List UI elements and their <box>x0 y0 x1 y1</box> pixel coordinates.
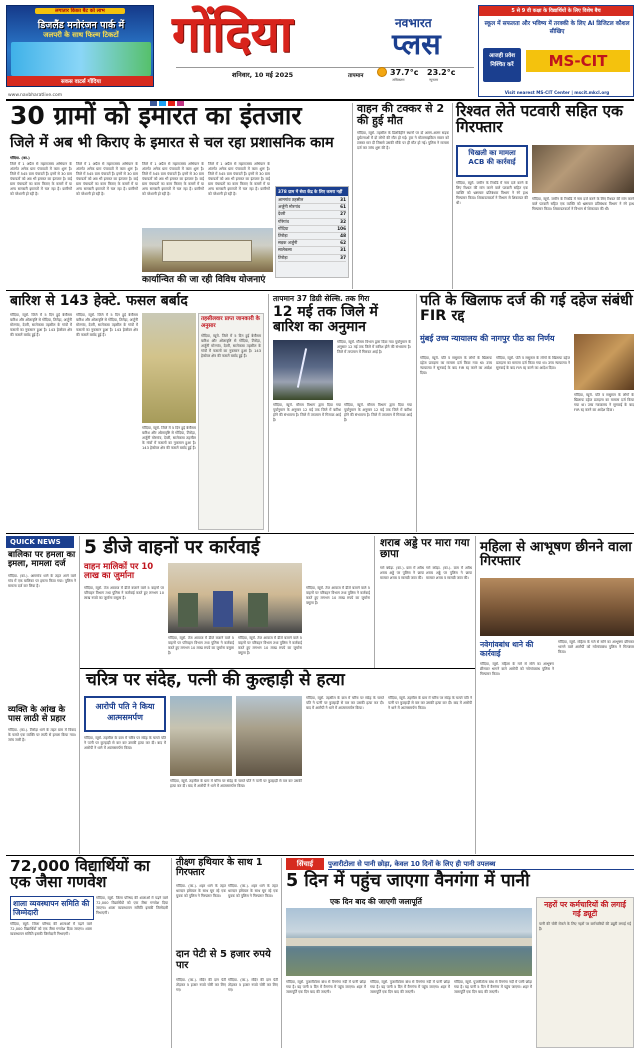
rain-body-col1: गोंदिया, ब्यूरो. जिले में 5 दिन हुई बेमौसम बारिश और ओलावृष्टि से गोंदिया, तिरोड़ा, अर्जुनी मोरगांव, देवरी, सालेकसा तहसील के गांवों में फसलों का नुकसान हुआ है। 143 हेक्टेयर क्षेत्र की फसलें बर्बाद हुई हैं। <box>10 313 72 337</box>
lead-body-col1: जिले में 1 अप्रैल से महाराजस्व अभियान के अंतर्गत अनेक ग्राम पंचायतों में काम शुरू है। जिले में 545 ग्राम पंचायतें हैं। इनमें से 30 ग्राम पंचायतों को अब भी इमारत का इंतजार है। कई ग्राम पंचायतों का काम किराए के कमरों में या अन्य सरकारी इमारतों में चल रहा है। ग्रामीणों को परेशानी हो रही है। <box>10 162 72 196</box>
lead-table-cell-tehsil: गोरेगांव <box>278 218 289 224</box>
lead-table-cell-count: 32 <box>340 218 346 224</box>
bribe-body-col2: गोंदिया, ब्यूरो. जमीन के रिकॉर्ड में नाम दर्ज करने के लिए रिश्वत की मांग करने वाले पटवारी सहित एक व्यक्ति को भ्रष्टाचार प्रतिबंधक विभाग ने रंगे हाथ गिरफ्तार किया। शिकायतकर्ता ने विभाग से शिकायत की थी। <box>532 197 634 211</box>
rain-box-body: गोंदिया, ब्यूरो. जिले में 5 दिन हुई बेमौसम बारिश और ओलावृष्टि से गोंदिया, तिरोड़ा, अर्जुनी मोरगांव, देवरी, सालेकसा तहसील के गांवों में फसलों का नुकसान हुआ है। 143 हेक्टेयर क्षेत्र की फसलें बर्बाद हुई हैं। <box>201 334 261 358</box>
left-ad-title: डिजलैंड मनोरंजन पार्क में <box>37 20 125 31</box>
dj-headline: 5 डीजे वाहनों पर कार्रवाई <box>84 537 260 558</box>
bribe-sub: चिखली का मामला ACB की कार्रवाई <box>456 145 528 177</box>
lead-table-cell-tehsil: गोंदिया <box>278 225 289 231</box>
weather-body-col3: गोंदिया, ब्यूरो. मौसम विभाग द्वारा दिया गया पूर्वानुमान के अनुसार 12 मई तक जिले में बारिश होने की संभावना है। जिले में तापमान में गिरावट आई है। <box>344 403 412 422</box>
dj-body-col1: गोंदिया, ब्यूरो. तेज आवाज में डीजे बजाने वाले 5 वाहनों पर परिवहन विभाग तथा पुलिस ने कार्रवाई करते हुए लगभग 10 लाख रुपये का जुर्माना वसूला है। <box>84 586 164 600</box>
lead-table-cell-count: 37 <box>340 254 346 260</box>
irrigation-headline: 5 दिन में पहुंच जाएगा वैनगंगा में पानी <box>286 871 530 891</box>
site-url[interactable]: www.navbharatlive.com <box>8 93 63 98</box>
masthead-title: गोंदिया <box>172 4 292 63</box>
bribe-headline: रिश्वत लेते पटवारी सहित एक गिरफ्तार <box>456 102 623 137</box>
irrigation-photo-caption: एक दिन बाद की जाएगी जलापूर्ति <box>330 897 422 906</box>
quick-h2: व्यक्ति के आंख के पास लाठी से प्रहार <box>8 705 66 724</box>
left-ad-sub: जलपरी के साथ फिल्म टिकटों <box>43 31 119 39</box>
students-body-col2: गोंदिया, ब्यूरो. जिला परिषद की शालाओं में पढ़ने वाले 72,000 विद्यार्थियों को एक जैसा गणवेश दिया जाएगा। शाला व्यवस्थापन समिति इसकी जिम्मेदारी निभाएगी। <box>96 896 168 915</box>
lead-table-cell-count: 27 <box>340 211 346 217</box>
weather-headline-small: तापमान 37 डिग्री सेल्सि. तक गिरा <box>273 294 370 303</box>
lead-table-cell-count: 48 <box>340 233 346 239</box>
left-ad-badge: लगातार किफ़ा बैट को लाभ <box>35 8 125 14</box>
murder-body-col4: गोंदिया, ब्यूरो. तहसील के ग्राम में चरित्र पर संदेह के चलते पति ने पत्नी पर कुल्हाड़ी से वार कर उसकी हत्या कर दी। बाद में आरोपी ने थाने में आत्मसमर्पण किया। <box>388 696 472 710</box>
students-sub: शाला व्यवस्थापन समिति की जिम्मेदारी <box>10 896 94 920</box>
lead-table-row <box>278 226 346 233</box>
lead-table-row <box>278 233 346 240</box>
dj-photo <box>168 563 302 633</box>
chain-sub: नवेगांवबांध थाने की कार्रवाई <box>480 640 534 658</box>
murder-headline: चरित्र पर संदेह, पत्नी की कुल्हाड़ी से हत्या <box>86 670 345 690</box>
left-ad-image <box>11 42 151 76</box>
murder-box: आरोपी पति ने किया आत्मसमर्पण <box>84 696 166 732</box>
quick-b1: गोंदिया. (का.). आमगांव थाने के तहत आने वाले गांव में एक बालिका पर हमला किया गया। पुलिस ने मामला दर्ज कर लिया है। <box>8 574 76 588</box>
dj-body-col4: गोंदिया, ब्यूरो. तेज आवाज में डीजे बजाने वाले 5 वाहनों पर परिवहन विभाग तथा पुलिस ने कार्रवाई करते हुए लगभग 10 लाख रुपये का जुर्माना वसूला है। <box>306 586 370 605</box>
lead-table-cell-count: 31 <box>340 197 346 202</box>
lead-photo-caption: कार्यान्वित की जा रही विविध योजनाएं <box>142 275 266 285</box>
murder-body-col1: गोंदिया, ब्यूरो. तहसील के ग्राम में चरित्र पर संदेह के चलते पति ने पत्नी पर कुल्हाड़ी से वार कर उसकी हत्या कर दी। बाद में आरोपी ने थाने में आत्मसमर्पण किया। <box>84 736 166 750</box>
temp-min: 23.2°c <box>427 68 456 77</box>
brand-bottom: प्लस <box>392 27 441 61</box>
issue-date: शनिवार, 10 मई 2025 <box>232 71 294 79</box>
murder-photo-2 <box>236 696 302 776</box>
rain-headline: बारिश से 143 हेक्टे. फसल बर्बाद <box>10 293 188 309</box>
weapon-body-col2: गोंदिया. (का.). शहर थाने के तहत धारदार हथियार के साथ घूम रहे एक युवक को पुलिस ने गिरफ्तार किया। <box>228 884 278 898</box>
lead-table-cell-tehsil: सड़क अर्जुनी <box>278 240 298 246</box>
temp-min-label: न्यूनतम <box>429 78 439 82</box>
irrigation-body-col1: गोंदिया, ब्यूरो. पुजारीटोला बांध से वैनगंगा नदी में पानी छोड़ा गया है। यह पानी 5 दिन में वैनगंगा में पहुंच जाएगा। शहर में जलापूर्ति एक दिन बाद की जाएगी। <box>286 980 366 994</box>
lead-table-row <box>278 255 346 262</box>
social-icons[interactable] <box>150 91 190 98</box>
dowry-body-col1: गोंदिया, ब्यूरो. पति व ससुराल के लोगों के खिलाफ दहेज प्रताड़ना का मामला दर्ज किया गया था। उच्च न्यायालय ने सुनवाई के बाद FIR रद्द करने का आदेश दिया। <box>420 356 492 375</box>
temp-label: तापमान <box>348 73 364 79</box>
lead-table-cell-tehsil: तिरोड़ा <box>278 254 288 260</box>
irrigation-tag: सिंचाई <box>286 858 324 870</box>
dowry-headline: पति के खिलाफ दर्ज की गई दहेज संबंधी FIR रद्द <box>420 293 633 325</box>
left-ad-footer: सकस वाटर्स गोंदिया <box>7 76 154 86</box>
lead-table-rows <box>276 196 348 263</box>
staff-box <box>536 897 634 1048</box>
chain-body-col1: गोंदिया, ब्यूरो. महिला के गले से सोने का आभूषण छीनकर भागने वाले आरोपी को नवेगांवबांध पुलिस ने गिरफ्तार किया। <box>480 662 554 676</box>
dowry-photo <box>574 334 634 390</box>
irrigation-body-col2: गोंदिया, ब्यूरो. पुजारीटोला बांध से वैनगंगा नदी में पानी छोड़ा गया है। यह पानी 5 दिन में वैनगंगा में पहुंच जाएगा। शहर में जलापूर्ति एक दिन बाद की जाएगी। <box>370 980 450 994</box>
temp-max: 37.7°c <box>390 68 419 77</box>
lead-table-cell-tehsil: अर्जुनी मोरगांव <box>278 204 301 210</box>
lead-table-cell-tehsil: सालेकसा <box>278 247 292 253</box>
staff-headline: नहरों पर कर्मचारियों की लगाई गई ड्यूटी <box>544 900 626 918</box>
rain-box-title: तहसीलवार प्राप्त जानकारी के अनुसार <box>201 316 260 329</box>
grain-body-col2: गोंदिया. (का.). मंदिर की दान पेटी तोड़कर 5 हजार रुपये चोरी कर लिए गए। <box>228 978 278 992</box>
dj-body-col2: गोंदिया, ब्यूरो. तेज आवाज में डीजे बजाने वाले 5 वाहनों पर परिवहन विभाग तथा पुलिस ने कार्रवाई करते हुए लगभग 10 लाख रुपये का जुर्माना वसूला है। <box>168 636 234 655</box>
weather-headline: 12 मई तक जिले में बारिश का अनुमान <box>273 304 378 335</box>
chain-headline: महिला से आभूषण छीनने वाला गिरफ्तार <box>480 539 632 570</box>
weather-photo <box>273 340 333 400</box>
weather-body-col2: गोंदिया, ब्यूरो. मौसम विभाग द्वारा दिया गया पूर्वानुमान के अनुसार 12 मई तक जिले में बारिश होने की संभावना है। जिले में तापमान में गिरावट आई है। <box>273 403 341 422</box>
grain-headline: दान पेटी से 5 हजार रुपये पार <box>176 949 271 971</box>
irrigation-strip: पुजारीटोला से पानी छोड़ा, केवल 10 दिनों के लिए ही पानी उपलब्ध <box>328 858 634 870</box>
weapon-headline: तीक्ष्ण हथियार के साथ 1 गिरफ्तार <box>176 857 263 878</box>
lead-headline: 30 ग्रामों को इमारत का इंतजार <box>10 101 302 130</box>
lead-table-cell-tehsil: देवरी <box>278 211 286 217</box>
lead-table-cell-tehsil: तिरोड़ा <box>278 233 288 239</box>
grain-body-col1: गोंदिया. (का.). मंदिर की दान पेटी तोड़कर 5 हजार रुपये चोरी कर लिए गए। <box>176 978 226 992</box>
rain-photo <box>142 313 196 423</box>
students-body-col1: गोंदिया, ब्यूरो. जिला परिषद की शालाओं में पढ़ने वाले 72,000 विद्यार्थियों को एक जैसा गणवेश दिया जाएगा। शाला व्यवस्थापन समिति इसकी जिम्मेदारी निभाएगी। <box>10 922 92 936</box>
quick-news-label: QUICK NEWS <box>6 536 74 548</box>
bribe-body-col1: गोंदिया, ब्यूरो. जमीन के रिकॉर्ड में नाम दर्ज करने के लिए रिश्वत की मांग करने वाले पटवारी सहित एक व्यक्ति को भ्रष्टाचार प्रतिबंधक विभाग ने रंगे हाथ गिरफ्तार किया। शिकायतकर्ता ने विभाग से शिकायत की थी। <box>456 181 528 205</box>
dj-body-col3: गोंदिया, ब्यूरो. तेज आवाज में डीजे बजाने वाले 5 वाहनों पर परिवहन विभाग तथा पुलिस ने कार्रवाई करते हुए लगभग 10 लाख रुपये का जुर्माना वसूला है। <box>238 636 302 655</box>
lead-table-cell-count: 106 <box>337 225 346 231</box>
irrigation-photo <box>286 908 532 976</box>
lead-table-cell-tehsil: आमगांव तहसील <box>278 197 304 202</box>
lead-subhead: जिले में अब भी किराए के इमारत से चल रहा प्रशासनिक काम <box>10 135 334 151</box>
lead-table-title: 378 ग्राम में सेवा केंद्र के लिए कमरा नहीं <box>276 187 348 196</box>
lead-table-row <box>278 211 346 218</box>
right-ad-footer: Visit nearest MS-CIT Center | mscit.mkcl.org <box>504 90 610 95</box>
lead-table-cell-count: 62 <box>340 240 346 246</box>
liquor-body-col1: गर्रा बघेड़ा. (का.). ग्राम में अवैध शराब अड्डे पर पुलिस ने छापा मारकर शराब व सामग्री जब्त की। <box>380 566 424 580</box>
right-ad-headline: स्कूल में सफलता और भविष्य में तरक्की के लिए AI डिजिटल कौशल सीखिए <box>484 21 630 35</box>
chain-photo <box>480 578 634 636</box>
accident-body: गोंदिया, ब्यूरो. तहसील के डिलविहीनं स्थानों पर दो अलग-अलग सड़क दुर्घटनाओं में दो लोगों की मौत हो गई। ट्रक ने मोटरसाइकिल सवार को टक्कर मार दी जिससे उसकी मौके पर ही मौत हो गई। पुलिस ने मामला दर्ज कर जांच शुरू की है। <box>357 131 449 150</box>
right-ad-join[interactable]: आजही प्रवेश निश्चित करें <box>483 48 521 82</box>
brand-top: नवभारत <box>395 16 432 30</box>
lead-table-row <box>278 240 346 247</box>
weapon-body-col1: गोंदिया. (का.). शहर थाने के तहत धारदार हथियार के साथ घूम रहे एक युवक को पुलिस ने गिरफ्तार किया। <box>176 884 226 898</box>
bribe-photo <box>532 145 634 193</box>
chain-body-col2: गोंदिया, ब्यूरो. महिला के गले से सोने का आभूषण छीनकर भागने वाले आरोपी को नवेगांवबांध पुलिस ने गिरफ्तार किया। <box>558 640 634 654</box>
quick-h1: बालिका पर हमला का इमला, मामला दर्ज <box>8 550 76 569</box>
weather-body-col1: गोंदिया, ब्यूरो. मौसम विभाग द्वारा दिया गया पूर्वानुमान के अनुसार 12 मई तक जिले में बारिश होने की संभावना है। जिले में तापमान में गिरावट आई है। <box>337 340 411 354</box>
murder-body-col3: गोंदिया, ब्यूरो. तहसील के ग्राम में चरित्र पर संदेह के चलते पति ने पत्नी पर कुल्हाड़ी से वार कर उसकी हत्या कर दी। बाद में आरोपी ने थाने में आत्मसमर्पण किया। <box>306 696 384 710</box>
lead-table-row <box>278 204 346 211</box>
right-ad-brand: MS-CIT <box>526 50 630 72</box>
lead-byline: गोंदिया. (का.) <box>10 156 30 160</box>
murder-body-col2: गोंदिया, ब्यूरो. तहसील के ग्राम में चरित्र पर संदेह के चलते पति ने पत्नी पर कुल्हाड़ी से वार कर उसकी हत्या कर दी। बाद में आरोपी ने थाने में आत्मसमर्पण किया। <box>170 779 302 788</box>
dowry-body-col3: गोंदिया, ब्यूरो. पति व ससुराल के लोगों के खिलाफ दहेज प्रताड़ना का मामला दर्ज किया गया था। उच्च न्यायालय ने सुनवाई के बाद FIR रद्द करने का आदेश दिया। <box>574 393 634 412</box>
lead-body-col4: जिले में 1 अप्रैल से महाराजस्व अभियान के अंतर्गत अनेक ग्राम पंचायतों में काम शुरू है। जिले में 545 ग्राम पंचायतें हैं। इनमें से 30 ग्राम पंचायतों को अब भी इमारत का इंतजार है। कई ग्राम पंचायतों का काम किराए के कमरों में या अन्य सरकारी इमारतों में चल रहा है। ग्रामीणों को परेशानी हो रही है। <box>208 162 270 196</box>
lead-table-row <box>278 247 346 254</box>
dj-sub: वाहन मालिकों पर 10 लाख का जुर्माना <box>84 562 154 581</box>
lead-body-col2: जिले में 1 अप्रैल से महाराजस्व अभियान के अंतर्गत अनेक ग्राम पंचायतों में काम शुरू है। जिले में 545 ग्राम पंचायतें हैं। इनमें से 30 ग्राम पंचायतों को अब भी इमारत का इंतजार है। कई ग्राम पंचायतों का काम किराए के कमरों में या अन्य सरकारी इमारतों में चल रहा है। ग्रामीणों को परेशानी हो रही है। <box>76 162 138 196</box>
left-ad[interactable] <box>6 5 154 87</box>
rain-body-col2: गोंदिया, ब्यूरो. जिले में 5 दिन हुई बेमौसम बारिश और ओलावृष्टि से गोंदिया, तिरोड़ा, अर्जुनी मोरगांव, देवरी, सालेकसा तहसील के गांवों में फसलों का नुकसान हुआ है। 143 हेक्टेयर क्षेत्र की फसलें बर्बाद हुई हैं। <box>76 313 138 337</box>
liquor-headline: शराब अड्डे पर मारा गया छापा <box>380 537 470 561</box>
irrigation-body-col3: गोंदिया, ब्यूरो. पुजारीटोला बांध से वैनगंगा नदी में पानी छोड़ा गया है। यह पानी 5 दिन में वैनगंगा में पहुंच जाएगा। शहर में जलापूर्ति एक दिन बाद की जाएगी। <box>454 980 532 994</box>
lead-body-col3: जिले में 1 अप्रैल से महाराजस्व अभियान के अंतर्गत अनेक ग्राम पंचायतों में काम शुरू है। जिले में 545 ग्राम पंचायतें हैं। इनमें से 30 ग्राम पंचायतों को अब भी इमारत का इंतजार है। कई ग्राम पंचायतों का काम किराए के कमरों में या अन्य सरकारी इमारतों में चल रहा है। ग्रामीणों को परेशानी हो रही है। <box>142 162 204 196</box>
right-ad[interactable] <box>478 5 634 97</box>
rain-body-col3: गोंदिया, ब्यूरो. जिले में 5 दिन हुई बेमौसम बारिश और ओलावृष्टि से गोंदिया, तिरोड़ा, अर्जुनी मोरगांव, देवरी, सालेकसा तहसील के गांवों में फसलों का नुकसान हुआ है। 143 हेक्टेयर क्षेत्र की फसलें बर्बाद हुई हैं। <box>142 426 196 450</box>
sun-icon <box>377 67 387 77</box>
murder-photo-1 <box>170 696 232 776</box>
liquor-body-col2: गर्रा बघेड़ा. (का.). ग्राम में अवैध शराब अड्डे पर पुलिस ने छापा मारकर शराब व सामग्री जब्त की। <box>426 566 472 580</box>
lead-photo <box>142 228 273 272</box>
lead-table-row <box>278 219 346 226</box>
students-headline: 72,000 विद्यार्थियों का एक जैसा गणवेश <box>10 857 150 892</box>
rain-box <box>198 313 264 530</box>
staff-body: पानी की चोरी रोकने के लिए नहरों पर कर्मचारियों की ड्यूटी लगाई गई है। <box>539 922 631 931</box>
lead-table-cell-count: 61 <box>340 204 346 210</box>
lead-table <box>275 186 349 278</box>
dowry-body-col2: गोंदिया, ब्यूरो. पति व ससुराल के लोगों के खिलाफ दहेज प्रताड़ना का मामला दर्ज किया गया था। उच्च न्यायालय ने सुनवाई के बाद FIR रद्द करने का आदेश दिया। <box>496 356 570 370</box>
right-ad-top: 5 से 9 वी कक्षा के विद्यार्थियों के लिए विशेष बैच <box>479 6 633 16</box>
lead-table-row <box>278 197 346 204</box>
dowry-sub: मुंबई उच्च न्यायालय की नागपुर पीठ का निर्णय <box>420 334 555 343</box>
temp-max-label: अधिकतम <box>392 78 405 82</box>
accident-headline: वाहन की टक्कर से 2 की हुई मौत <box>357 102 445 127</box>
lead-table-cell-count: 31 <box>340 247 346 253</box>
quick-b2: गोंदिया. (का.). तिरोड़ा थाने के तहत ग्राम में विवाद के चलते एक व्यक्ति पर लाठी से हमला किया गया। जांच जारी है। <box>8 728 76 742</box>
